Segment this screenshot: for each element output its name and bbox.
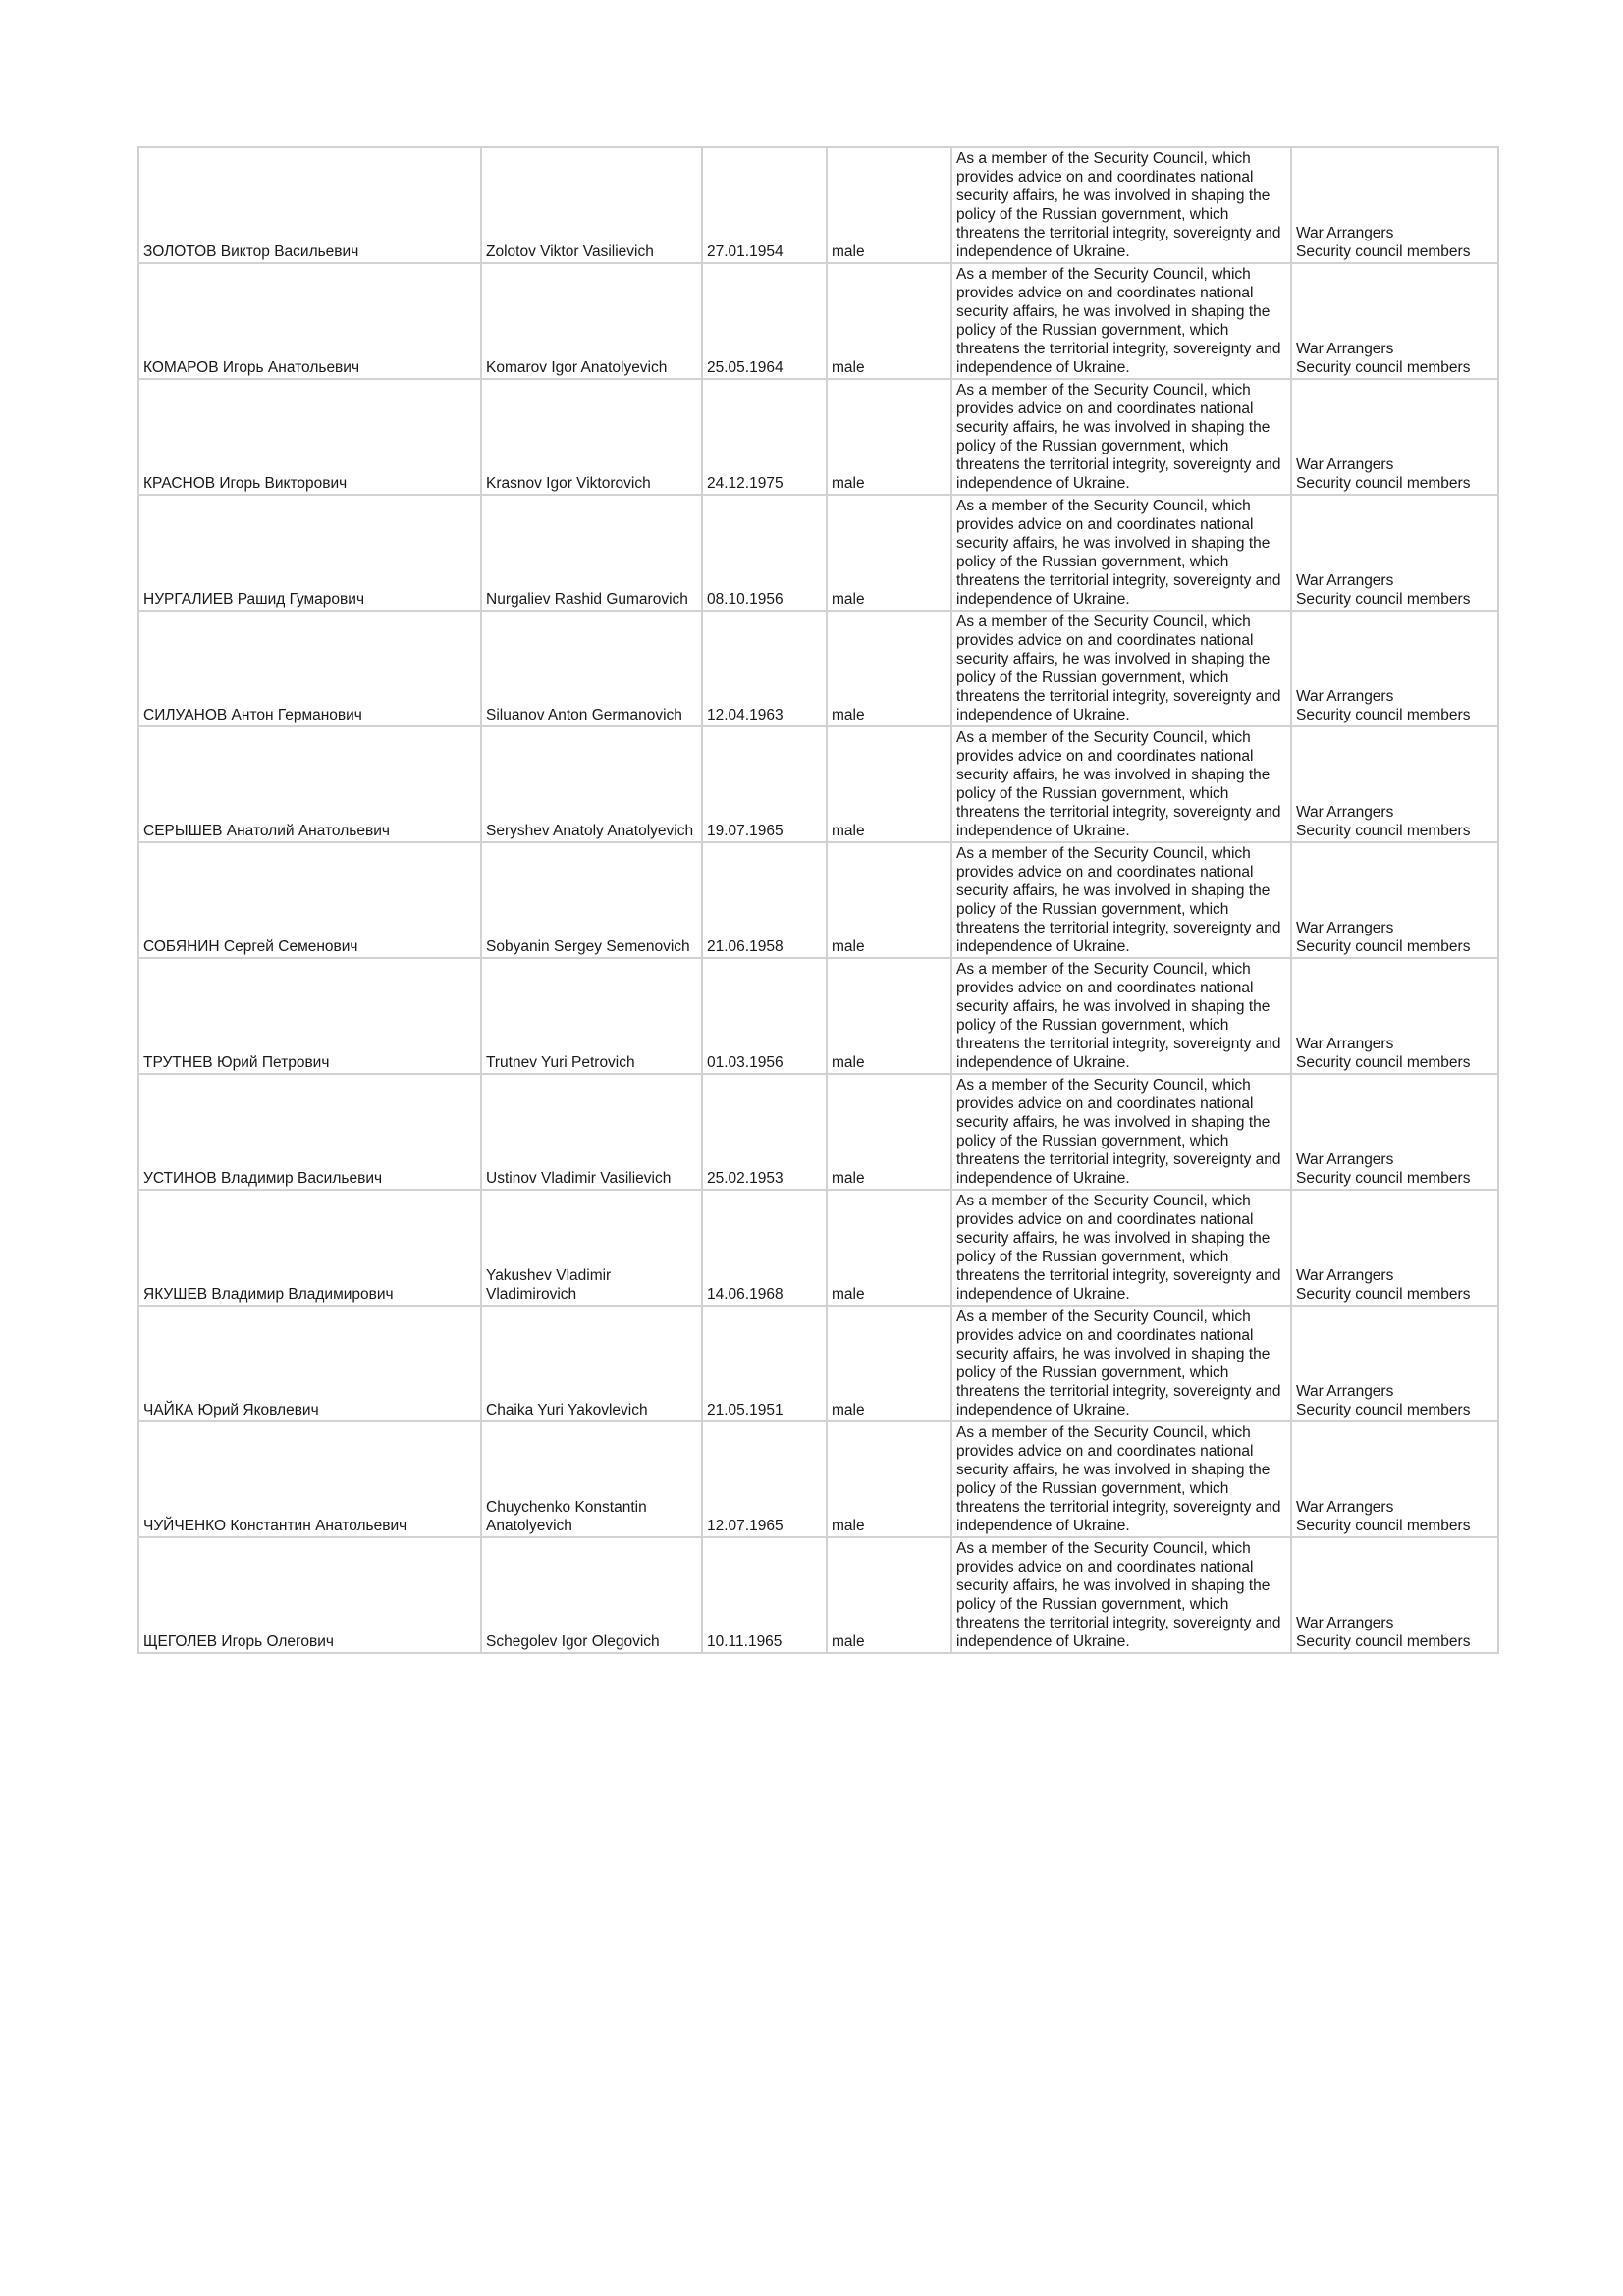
category-line-1: War Arrangers xyxy=(1296,920,1394,936)
category-line-1: War Arrangers xyxy=(1296,1151,1394,1168)
category-cell xyxy=(1291,1421,1498,1537)
sex-cell: male xyxy=(827,1190,951,1306)
category-cell xyxy=(1291,1074,1498,1190)
reason-cell: As a member of the Security Council, which provides advice on and coordinates national security affairs, he was involved in shaping the policy of the Russian government, which threatens the territorial integrity, sovereignty and independence of Ukraine. xyxy=(951,379,1291,495)
name-ru-cell: НУРГАЛИЕВ Рашид Гумарович xyxy=(138,495,481,611)
category-line-2: Security council members xyxy=(1296,1633,1471,1650)
sex-cell: male xyxy=(827,379,951,495)
table-row xyxy=(138,495,1498,611)
table-row xyxy=(138,1537,1498,1653)
name-ru-cell: СОБЯНИН Сергей Семенович xyxy=(138,842,481,958)
date-of-birth-cell: 24.12.1975 xyxy=(702,379,827,495)
table-row xyxy=(138,379,1498,495)
sex-cell: male xyxy=(827,1306,951,1421)
date-of-birth-cell: 12.04.1963 xyxy=(702,611,827,726)
sex-cell: male xyxy=(827,611,951,726)
name-en-cell: Sobyanin Sergey Semenovich xyxy=(481,842,702,958)
reason-cell: As a member of the Security Council, which provides advice on and coordinates national security affairs, he was involved in shaping the policy of the Russian government, which threatens the territorial integrity, sovereignty and independence of Ukraine. xyxy=(951,1306,1291,1421)
category-line-1: War Arrangers xyxy=(1296,341,1394,357)
table-row xyxy=(138,1306,1498,1421)
reason-cell: As a member of the Security Council, which provides advice on and coordinates national security affairs, he was involved in shaping the policy of the Russian government, which threatens the territorial integrity, sovereignty and independence of Ukraine. xyxy=(951,726,1291,842)
sex-cell: male xyxy=(827,958,951,1074)
reason-cell: As a member of the Security Council, which provides advice on and coordinates national security affairs, he was involved in shaping the policy of the Russian government, which threatens the territorial integrity, sovereignty and independence of Ukraine. xyxy=(951,495,1291,611)
reason-cell: As a member of the Security Council, which provides advice on and coordinates national security affairs, he was involved in shaping the policy of the Russian government, which threatens the territorial integrity, sovereignty and independence of Ukraine. xyxy=(951,147,1291,263)
name-en-cell: Yakushev Vladimir Vladimirovich xyxy=(481,1190,702,1306)
name-en-cell: Komarov Igor Anatolyevich xyxy=(481,263,702,379)
date-of-birth-cell: 27.01.1954 xyxy=(702,147,827,263)
date-of-birth-cell: 10.11.1965 xyxy=(702,1537,827,1653)
category-cell xyxy=(1291,726,1498,842)
table-row xyxy=(138,1190,1498,1306)
date-of-birth-cell: 25.05.1964 xyxy=(702,263,827,379)
date-of-birth-cell: 14.06.1968 xyxy=(702,1190,827,1306)
reason-cell: As a member of the Security Council, which provides advice on and coordinates national security affairs, he was involved in shaping the policy of the Russian government, which threatens the territorial integrity, sovereignty and independence of Ukraine. xyxy=(951,1190,1291,1306)
category-cell xyxy=(1291,1190,1498,1306)
category-line-2: Security council members xyxy=(1296,475,1471,492)
name-ru-cell: СИЛУАНОВ Антон Германович xyxy=(138,611,481,726)
category-line-1: War Arrangers xyxy=(1296,1615,1394,1631)
category-cell xyxy=(1291,958,1498,1074)
table-row xyxy=(138,147,1498,263)
category-cell xyxy=(1291,263,1498,379)
category-line-2: Security council members xyxy=(1296,1170,1471,1187)
category-cell xyxy=(1291,495,1498,611)
category-line-2: Security council members xyxy=(1296,707,1471,723)
name-en-cell: Ustinov Vladimir Vasilievich xyxy=(481,1074,702,1190)
date-of-birth-cell: 12.07.1965 xyxy=(702,1421,827,1537)
table-row xyxy=(138,1074,1498,1190)
name-ru-cell: ЗОЛОТОВ Виктор Васильевич xyxy=(138,147,481,263)
category-line-2: Security council members xyxy=(1296,243,1471,260)
date-of-birth-cell: 08.10.1956 xyxy=(702,495,827,611)
category-line-2: Security council members xyxy=(1296,1402,1471,1418)
name-ru-cell: КОМАРОВ Игорь Анатольевич xyxy=(138,263,481,379)
category-line-2: Security council members xyxy=(1296,1054,1471,1071)
table-row xyxy=(138,1421,1498,1537)
category-line-1: War Arrangers xyxy=(1296,1499,1394,1516)
category-line-2: Security council members xyxy=(1296,1286,1471,1303)
category-line-2: Security council members xyxy=(1296,823,1471,839)
category-line-2: Security council members xyxy=(1296,591,1471,608)
name-en-cell: Chuychenko Konstantin Anatolyevich xyxy=(481,1421,702,1537)
category-cell xyxy=(1291,1537,1498,1653)
name-en-cell: Seryshev Anatoly Anatolyevich xyxy=(481,726,702,842)
date-of-birth-cell: 19.07.1965 xyxy=(702,726,827,842)
name-en-cell: Nurgaliev Rashid Gumarovich xyxy=(481,495,702,611)
table-row xyxy=(138,842,1498,958)
name-ru-cell: ЯКУШЕВ Владимир Владимирович xyxy=(138,1190,481,1306)
date-of-birth-cell: 21.05.1951 xyxy=(702,1306,827,1421)
category-line-2: Security council members xyxy=(1296,1518,1471,1534)
category-line-1: War Arrangers xyxy=(1296,1036,1394,1052)
reason-cell: As a member of the Security Council, which provides advice on and coordinates national security affairs, he was involved in shaping the policy of the Russian government, which threatens the territorial integrity, sovereignty and independence of Ukraine. xyxy=(951,1421,1291,1537)
category-line-1: War Arrangers xyxy=(1296,804,1394,821)
reason-cell: As a member of the Security Council, which provides advice on and coordinates national security affairs, he was involved in shaping the policy of the Russian government, which threatens the territorial integrity, sovereignty and independence of Ukraine. xyxy=(951,263,1291,379)
reason-cell: As a member of the Security Council, which provides advice on and coordinates national security affairs, he was involved in shaping the policy of the Russian government, which threatens the territorial integrity, sovereignty and independence of Ukraine. xyxy=(951,1074,1291,1190)
category-cell xyxy=(1291,379,1498,495)
reason-cell: As a member of the Security Council, which provides advice on and coordinates national security affairs, he was involved in shaping the policy of the Russian government, which threatens the territorial integrity, sovereignty and independence of Ukraine. xyxy=(951,611,1291,726)
reason-cell: As a member of the Security Council, which provides advice on and coordinates national security affairs, he was involved in shaping the policy of the Russian government, which threatens the territorial integrity, sovereignty and independence of Ukraine. xyxy=(951,842,1291,958)
date-of-birth-cell: 01.03.1956 xyxy=(702,958,827,1074)
category-line-1: War Arrangers xyxy=(1296,572,1394,589)
name-ru-cell: УСТИНОВ Владимир Васильевич xyxy=(138,1074,481,1190)
category-line-2: Security council members xyxy=(1296,359,1471,376)
sex-cell: male xyxy=(827,1421,951,1537)
reason-cell: As a member of the Security Council, which provides advice on and coordinates national security affairs, he was involved in shaping the policy of the Russian government, which threatens the territorial integrity, sovereignty and independence of Ukraine. xyxy=(951,958,1291,1074)
sex-cell: male xyxy=(827,1537,951,1653)
name-ru-cell: ЧАЙКА Юрий Яковлевич xyxy=(138,1306,481,1421)
reason-cell: As a member of the Security Council, which provides advice on and coordinates national security affairs, he was involved in shaping the policy of the Russian government, which threatens the territorial integrity, sovereignty and independence of Ukraine. xyxy=(951,1537,1291,1653)
category-cell xyxy=(1291,611,1498,726)
table-row xyxy=(138,611,1498,726)
sex-cell: male xyxy=(827,147,951,263)
name-ru-cell: КРАСНОВ Игорь Викторович xyxy=(138,379,481,495)
name-en-cell: Siluanov Anton Germanovich xyxy=(481,611,702,726)
category-cell xyxy=(1291,1306,1498,1421)
name-en-cell: Krasnov Igor Viktorovich xyxy=(481,379,702,495)
table-row xyxy=(138,958,1498,1074)
category-line-1: War Arrangers xyxy=(1296,456,1394,473)
category-line-2: Security council members xyxy=(1296,938,1471,955)
table-row xyxy=(138,263,1498,379)
name-en-cell: Zolotov Viktor Vasilievich xyxy=(481,147,702,263)
category-cell xyxy=(1291,147,1498,263)
category-line-1: War Arrangers xyxy=(1296,688,1394,705)
name-ru-cell: ЩЕГОЛЕВ Игорь Олегович xyxy=(138,1537,481,1653)
table-row xyxy=(138,726,1498,842)
sex-cell: male xyxy=(827,495,951,611)
category-line-1: War Arrangers xyxy=(1296,225,1394,241)
name-en-cell: Trutnev Yuri Petrovich xyxy=(481,958,702,1074)
name-en-cell: Chaika Yuri Yakovlevich xyxy=(481,1306,702,1421)
name-ru-cell: СЕРЫШЕВ Анатолий Анатольевич xyxy=(138,726,481,842)
category-cell xyxy=(1291,842,1498,958)
sanctions-table-body xyxy=(138,147,1498,1653)
sex-cell: male xyxy=(827,842,951,958)
name-ru-cell: ТРУТНЕВ Юрий Петрович xyxy=(138,958,481,1074)
category-line-1: War Arrangers xyxy=(1296,1383,1394,1400)
sex-cell: male xyxy=(827,1074,951,1190)
category-line-1: War Arrangers xyxy=(1296,1267,1394,1284)
sex-cell: male xyxy=(827,726,951,842)
date-of-birth-cell: 21.06.1958 xyxy=(702,842,827,958)
name-ru-cell: ЧУЙЧЕНКО Константин Анатольевич xyxy=(138,1421,481,1537)
name-en-cell: Schegolev Igor Olegovich xyxy=(481,1537,702,1653)
sanctions-table xyxy=(137,146,1499,1654)
sex-cell: male xyxy=(827,263,951,379)
date-of-birth-cell: 25.02.1953 xyxy=(702,1074,827,1190)
